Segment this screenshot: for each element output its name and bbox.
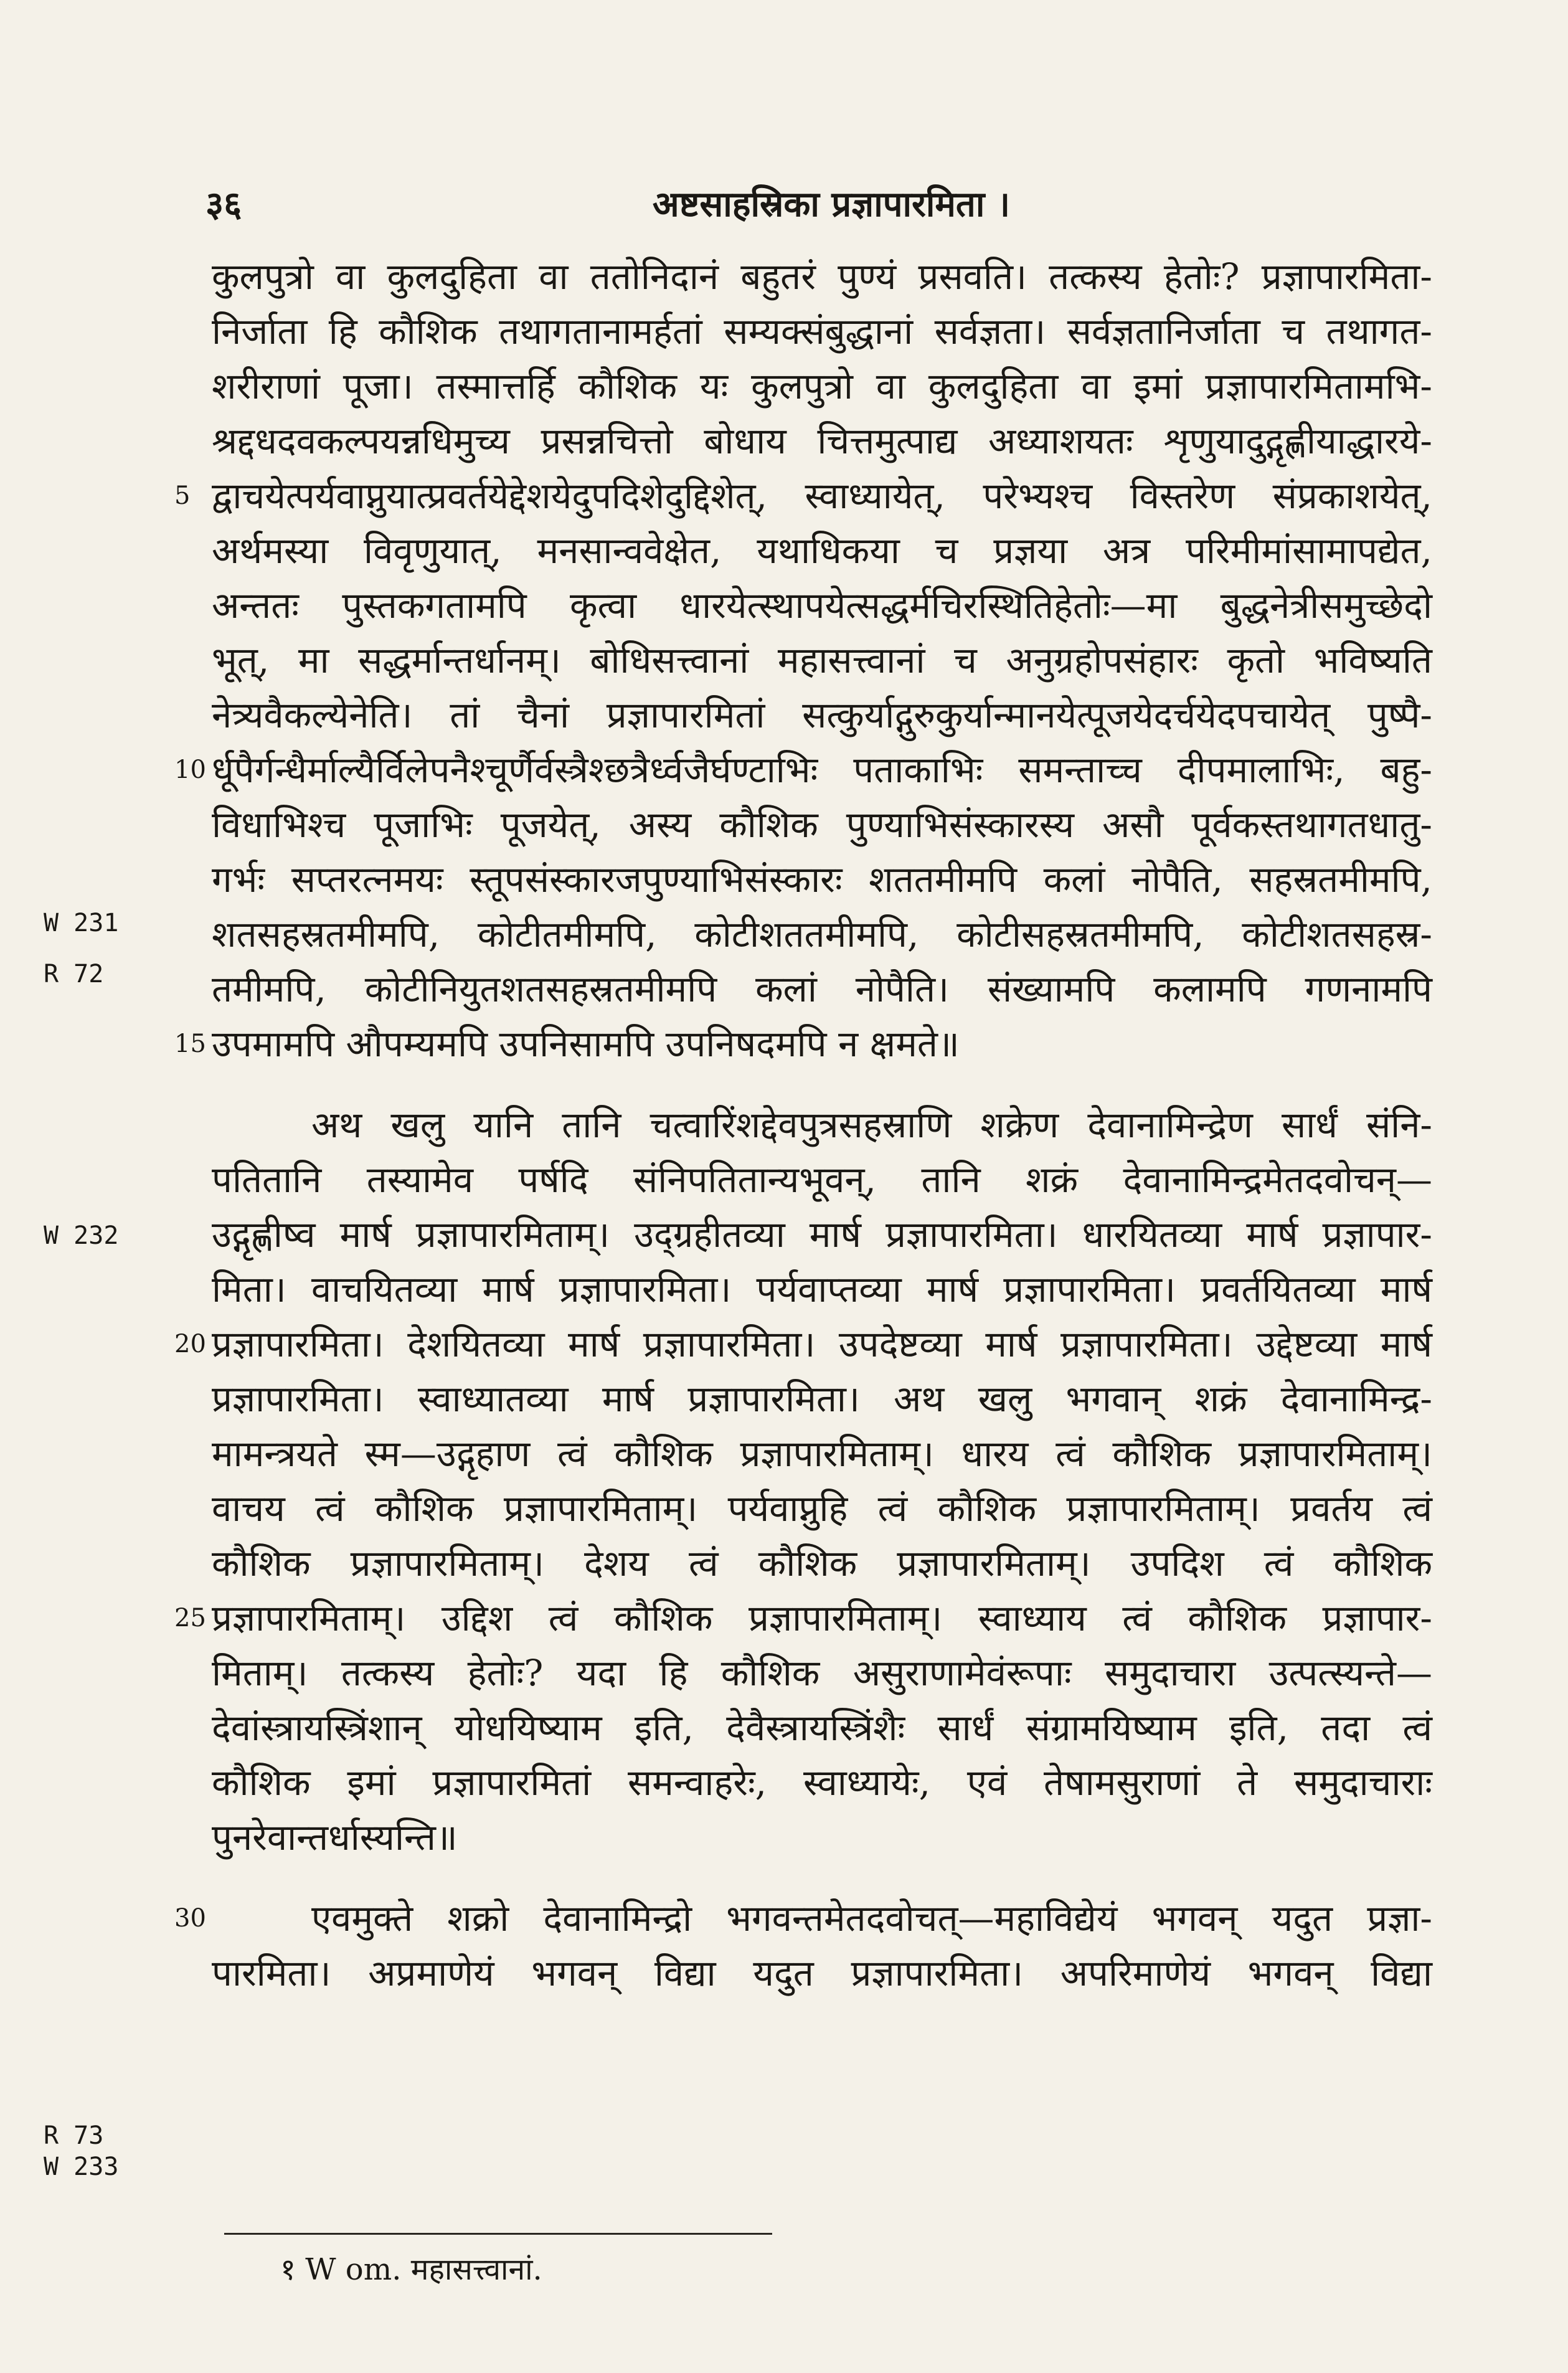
margin-ref-r73: R 73 xyxy=(44,2121,104,2150)
text-line xyxy=(174,1016,1432,1071)
text-line xyxy=(212,1426,1432,1481)
line-text: अन्ततः पुस्तकगतामपि कृत्वा धारयेत्स्थापयेत्सद्धर्मचिरस्थितिहेतोः—मा बुद्धनेत्रीसमुच्छेदो xyxy=(212,584,1432,627)
text-line xyxy=(174,1591,1432,1646)
text-line xyxy=(212,249,1432,304)
text-line xyxy=(212,1481,1432,1536)
line-text: नेत्र्यवैकल्येनेति। तां चैनां प्रज्ञापारमितां सत्कुर्याद्गुरुकुर्यान्मानयेत्पूजयेदर्चयेदपचायेत् पुष्पै- xyxy=(212,694,1432,736)
line-number: 20 xyxy=(174,1330,206,1358)
line-text: शरीराणां पूजा। तस्मात्तर्हि कौशिक यः कुलपुत्रो वा कुलदुहिता वा इमां प्रज्ञापारमितामभि- xyxy=(212,365,1432,407)
text-line xyxy=(212,304,1432,359)
margin-ref-r72: R 72 xyxy=(44,960,104,988)
running-title: अष्टसाहस्रिका प्रज्ञापारमिता । xyxy=(652,184,1011,225)
text-line xyxy=(174,742,1432,797)
line-text: प्रज्ञापारमिताम्। उद्दिश त्वं कौशिक प्रज्ञापारमिताम्। स्वाध्याय त्वं कौशिक प्रज्ञापार- xyxy=(212,1597,1432,1639)
text-line xyxy=(212,1152,1432,1207)
line-number: 15 xyxy=(174,1030,206,1058)
line-number: 30 xyxy=(174,1904,206,1933)
text-line xyxy=(212,797,1432,852)
line-number: 10 xyxy=(174,755,206,784)
line-text: शतसहस्रतमीमपि, कोटीतमीमपि, कोटीशततमीमपि, कोटीसहस्रतमीमपि, कोटीशतसहस्र- xyxy=(212,913,1432,955)
text-line xyxy=(212,1755,1432,1810)
line-text: विधाभिश्च पूजाभिः पूजयेत्, अस्य कौशिक पुण्याभिसंस्कारस्य असौ पूर्वकस्तथागतधातु- xyxy=(212,803,1432,846)
line-text: वाचय त्वं कौशिक प्रज्ञापारमिताम्। पर्यवाप्नुहि त्वं कौशिक प्रज्ञापारमिताम्। प्रवर्तय त्वं xyxy=(212,1487,1432,1530)
margin-ref-w231: W 231 xyxy=(44,909,119,937)
line-text: एवमुक्ते शक्रो देवानामिन्द्रो भगवन्तमेतदवोचत्—महाविद्येयं भगवन् यदुत प्रज्ञा- xyxy=(311,1897,1432,1940)
text-line xyxy=(212,359,1432,414)
line-text: मामन्त्रयते स्म—उद्गृहाण त्वं कौशिक प्रज्ञापारमिताम्। धारय त्वं कौशिक प्रज्ञापारमिताम्। xyxy=(212,1433,1432,1475)
text-line xyxy=(212,633,1432,688)
text-line xyxy=(212,1371,1432,1426)
margin-ref-w233: W 233 xyxy=(44,2153,119,2181)
page-number: ३६ xyxy=(205,184,242,225)
line-text: उपमामपि औपम्यमपि उपनिसामपि उपनिषदमपि न क्षमते॥ xyxy=(212,1023,960,1065)
text-line xyxy=(212,1536,1432,1591)
text-line xyxy=(174,468,1432,523)
line-text: गर्भः सप्तरत्नमयः स्तूपसंस्कारजपुण्याभिसंस्कारः शततमीमपि कलां नोपैति, सहस्रतमीमपि, xyxy=(212,858,1432,901)
line-text: मिताम्। तत्कस्य हेतोः? यदा हि कौशिक असुराणामेवंरूपाः समुदाचारा उत्पत्स्यन्ते— xyxy=(212,1652,1432,1694)
margin-ref-w232: W 232 xyxy=(44,1221,119,1250)
text-line xyxy=(212,852,1432,907)
line-text: प्रज्ञापारमिता। स्वाध्यातव्या मार्ष प्रज्ञापारमिता। अथ खलु भगवान् शक्रं देवानामिन्द्र- xyxy=(212,1378,1432,1420)
text-line xyxy=(212,1207,1432,1262)
text-line xyxy=(212,578,1432,633)
text-line xyxy=(212,1646,1432,1700)
text-line xyxy=(174,1317,1432,1371)
line-text: भूत्, मा सद्धर्मान्तर्धानम्। बोधिसत्त्वानां महासत्त्वानां च अनुग्रहोपसंहारः कृतो भविष्यति xyxy=(212,639,1432,681)
text-line xyxy=(212,1946,1432,2001)
text-line xyxy=(212,1097,1432,1152)
line-text: पुनरेवान्तर्धास्यन्ति॥ xyxy=(212,1816,458,1859)
line-text: अथ खलु यानि तानि चत्वारिंशद्देवपुत्रसहस्राणि शक्रेण देवानामिन्द्रेण सार्धं संनि- xyxy=(311,1104,1432,1146)
line-text: निर्जाता हि कौशिक तथागतानामर्हतां सम्यक्संबुद्धानां सर्वज्ञता। सर्वज्ञतानिर्जाता च तथागत- xyxy=(212,310,1432,353)
line-text: कुलपुत्रो वा कुलदुहिता वा ततोनिदानं बहुतरं पुण्यं प्रसवति। तत्कस्य हेतोः? प्रज्ञापारमिता- xyxy=(212,255,1432,298)
text-line xyxy=(212,1700,1432,1755)
line-text: अर्थमस्या विवृणुयात्, मनसान्ववेक्षेत, यथाधिकया च प्रज्ञया अत्र परिमीमांसामापद्येत, xyxy=(212,529,1432,572)
text-line xyxy=(212,523,1432,578)
page-header xyxy=(205,179,1457,229)
line-text: उद्गृह्णीष्व मार्ष प्रज्ञापारमिताम्। उद्ग्रहीतव्या मार्ष प्रज्ञापारमिता। धारयितव्या मार्ष प्रज्ञापार- xyxy=(212,1213,1432,1256)
body-text xyxy=(174,249,1432,2001)
footnote: १ W om. महासत्त्वानां. xyxy=(280,2252,542,2287)
line-text: र्धूपैर्गन्धैर्माल्यैर्विलेपनैश्चूर्णैर्वस्त्रैश्छत्रैर्ध्वजैर्घण्टाभिः पताकाभिः समन्ताच्च दीपमालाभिः, बहु- xyxy=(212,749,1432,791)
line-number: 25 xyxy=(174,1604,206,1632)
line-text: द्वाचयेत्पर्यवाप्नुयात्प्रवर्तयेद्देशयेदुपदिशेदुद्दिशेत्, स्वाध्यायेत्, परेभ्यश्च विस्तरेण संप्रकाशयेत्, xyxy=(212,475,1432,517)
footnote-rule xyxy=(224,2233,772,2235)
line-text: कौशिक इमां प्रज्ञापारमितां समन्वाहरेः, स्वाध्यायेः, एवं तेषामसुराणां ते समुदाचाराः xyxy=(212,1761,1432,1804)
line-text: पतितानि तस्यामेव पर्षदि संनिपतितान्यभूवन्, तानि शक्रं देवानामिन्द्रमेतदवोचन्— xyxy=(212,1158,1432,1201)
line-text: श्रद्दधदवकल्पयन्नधिमुच्य प्रसन्नचित्तो बोधाय चित्तमुत्पाद्य अध्याशयतः शृणुयादुद्गृह्णीयाद्धारये- xyxy=(212,420,1432,462)
line-text: पारमिता। अप्रमाणेयं भगवन् विद्या यदुत प्रज्ञापारमिता। अपरिमाणेयं भगवन् विद्या xyxy=(212,1952,1432,1994)
text-line xyxy=(174,1891,1432,1946)
text-line xyxy=(212,688,1432,742)
text-line xyxy=(212,1262,1432,1317)
line-text: मिता। वाचयितव्या मार्ष प्रज्ञापारमिता। पर्यवाप्तव्या मार्ष प्रज्ञापारमिता। प्रवर्तयितव्या मार्ष xyxy=(212,1268,1432,1310)
line-text: कौशिक प्रज्ञापारमिताम्। देशय त्वं कौशिक प्रज्ञापारमिताम्। उपदिश त्वं कौशिक xyxy=(212,1542,1432,1584)
line-text: प्रज्ञापारमिता। देशयितव्या मार्ष प्रज्ञापारमिता। उपदेष्टव्या मार्ष प्रज्ञापारमिता। उद्देष्टव्या मार्ष xyxy=(212,1323,1432,1365)
text-line xyxy=(212,962,1432,1016)
line-text: देवांस्त्रायस्त्रिंशान् योधयिष्याम इति, देवैस्त्रायस्त्रिंशैः सार्धं संग्रामयिष्याम इति, तदा त्वं xyxy=(212,1707,1432,1749)
text-line xyxy=(212,414,1432,468)
line-text: तमीमपि, कोटीनियुतशतसहस्रतमीमपि कलां नोपैति। संख्यामपि कलामपि गणनामपि xyxy=(212,968,1432,1010)
line-number: 5 xyxy=(174,481,191,510)
text-line xyxy=(212,1810,1432,1865)
text-line xyxy=(212,907,1432,962)
